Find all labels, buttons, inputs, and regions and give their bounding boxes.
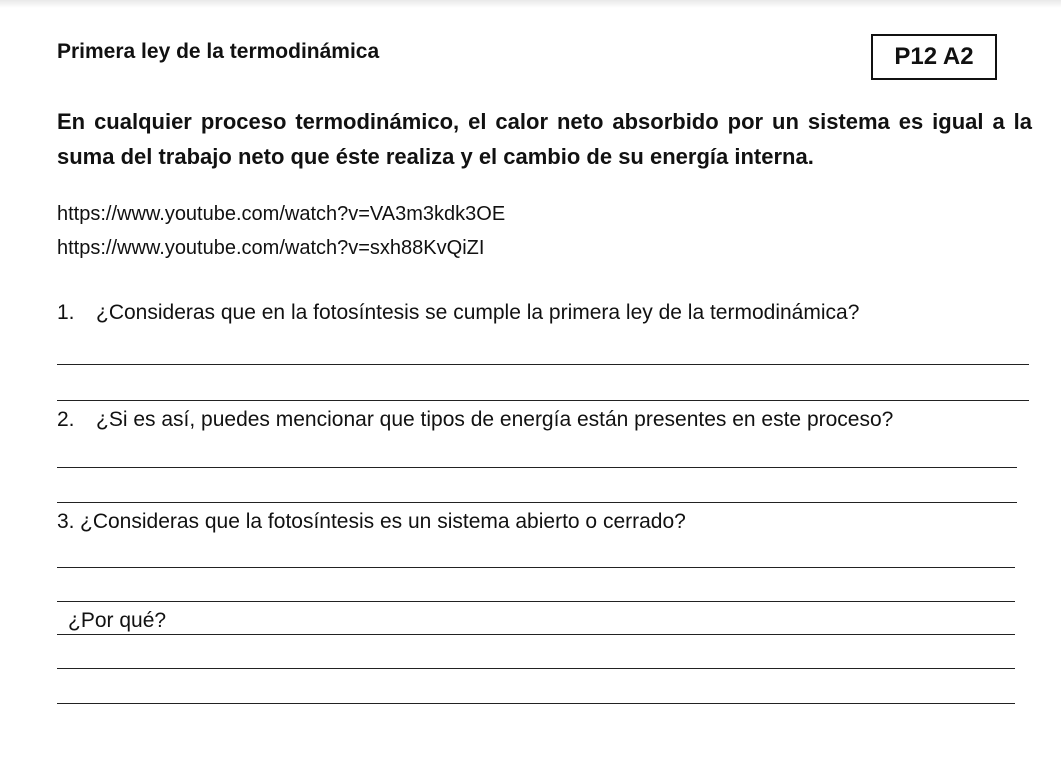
question-3 [57, 510, 686, 534]
answer-line-1b[interactable] [57, 400, 1029, 401]
video-link-1[interactable]: https://www.youtube.com/watch?v=VA3m3kdk3OE [57, 203, 506, 225]
top-page-edge [0, 0, 1061, 8]
question-3-number: 3. [57, 510, 75, 533]
worksheet-title: Primera ley de la termodinámica [57, 40, 380, 63]
answer-line-2a[interactable] [57, 467, 1017, 468]
question-1-number: 1. [57, 301, 75, 324]
answer-line-4c[interactable] [57, 703, 1015, 704]
answer-line-4a[interactable] [57, 634, 1015, 635]
answer-line-4b[interactable] [57, 668, 1015, 669]
worksheet-code-box [871, 34, 997, 80]
answer-line-2b[interactable] [57, 502, 1017, 503]
worksheet-code: P12 A2 [894, 43, 974, 70]
question-2 [57, 408, 893, 432]
answer-line-3a[interactable] [57, 567, 1015, 568]
question-1-text: ¿Consideras que en la fotosíntesis se cumple la primera ley de la termodinámica? [96, 301, 860, 324]
follow-up-question: ¿Por qué? [68, 609, 167, 632]
question-2-number: 2. [57, 408, 75, 431]
video-link-2[interactable]: https://www.youtube.com/watch?v=sxh88KvQiZI [57, 237, 485, 259]
question-1 [57, 301, 859, 325]
question-3-text: ¿Consideras que la fotosíntesis es un sistema abierto o cerrado? [80, 510, 686, 533]
answer-line-1a[interactable] [57, 364, 1029, 365]
answer-line-3b[interactable] [57, 601, 1015, 602]
law-statement: En cualquier proceso termodinámico, el calor neto absorbido por un sistema es igual a la suma del trabajo neto que éste realiza y el cambio de su energía interna. [57, 109, 1032, 169]
question-2-text: ¿Si es así, puedes mencionar que tipos de energía están presentes en este proceso? [96, 408, 894, 431]
